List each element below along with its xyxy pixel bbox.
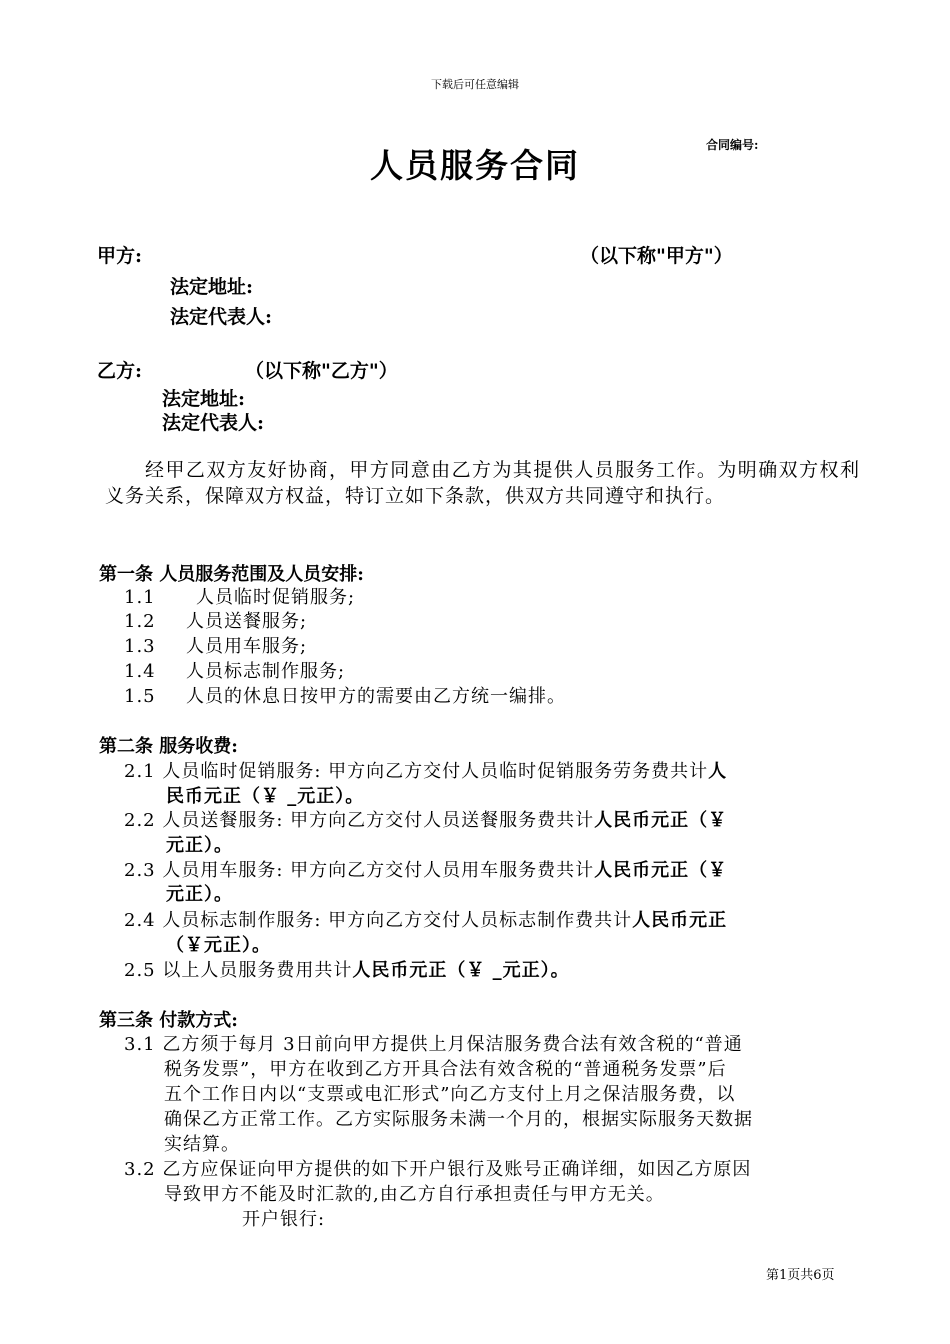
item-amount: 人民币元正（￥ _元正）。	[352, 960, 570, 981]
item-number: 1.4	[124, 661, 156, 682]
item-amount: 人民币元正	[632, 910, 728, 931]
list-item	[124, 856, 727, 882]
item-amount: 人民币元正（￥	[594, 810, 728, 831]
item-text: 乙方须于每月 3日前向甲方提供上月保洁服务费合法有效含税的“普通	[162, 1034, 743, 1055]
list-item	[124, 757, 727, 783]
party-b-alias: （以下称"乙方"）	[245, 360, 398, 382]
party-a-rep-label: 法定代表人:	[170, 306, 273, 328]
list-item	[124, 632, 307, 658]
item-text: 人员临时促销服务;	[196, 587, 356, 608]
list-item	[124, 657, 345, 683]
item-continuation: 五个工作日内以“支票或电汇形式”向乙方支付上月之保洁服务费，以	[164, 1084, 736, 1105]
item-continuation: 税务发票”，甲方在收到乙方开具合法有效含税的“普通税务发票”后	[164, 1059, 727, 1080]
item-number: 2.4	[124, 910, 156, 931]
list-item	[124, 682, 566, 708]
contract-number-label: 合同编号:	[706, 138, 759, 152]
item-text: 人员用车服务: 甲方向乙方交付人员用车服务费共计	[162, 860, 595, 881]
item-amount: 人	[708, 761, 728, 782]
item-text: 以上人员服务费用共计	[162, 960, 353, 981]
item-text: 乙方应保证向甲方提供的如下开户银行及账号正确详细，如因乙方原因	[162, 1159, 752, 1180]
item-continuation: 元正）。	[166, 835, 233, 856]
item-number: 2.3	[124, 860, 156, 881]
item-continuation: （￥元正）。	[166, 935, 271, 956]
item-text: 人员送餐服务: 甲方向乙方交付人员送餐服务费共计	[162, 810, 595, 831]
item-continuation: 实结算。	[164, 1134, 240, 1155]
article3-heading: 第三条 付款方式:	[99, 1010, 238, 1031]
list-item	[124, 583, 355, 609]
item-number: 2.5	[124, 960, 156, 981]
list-item	[124, 1155, 751, 1181]
party-b-label: 乙方:	[97, 360, 143, 382]
item-number: 3.1	[124, 1034, 156, 1055]
intro-paragraph: 经甲乙双方友好协商，甲方同意由乙方为其提供人员服务工作。为明确双方权利义务关系，保障双方权益，特订立如下条款，供双方共同遵守和执行。	[105, 459, 860, 507]
header-note: 下载后可任意编辑	[431, 78, 519, 91]
party-a-label: 甲方:	[97, 245, 143, 267]
party-a-alias: （以下称"甲方"）	[580, 245, 733, 267]
list-item	[124, 956, 570, 982]
list-item	[124, 806, 727, 832]
list-item	[124, 607, 307, 633]
item-continuation: 导致甲方不能及时汇款的,由乙方自行承担责任与甲方无关。	[164, 1184, 665, 1205]
item-number: 2.2	[124, 810, 156, 831]
item-text: 人员送餐服务;	[186, 611, 308, 632]
item-continuation: 元正）。	[166, 884, 233, 905]
item-number: 1.2	[124, 611, 156, 632]
item-number: 3.2	[124, 1159, 156, 1180]
item-number: 1.3	[124, 636, 156, 657]
bank-label: 开户银行:	[242, 1209, 326, 1230]
page-number: 第1页共6页	[766, 1268, 835, 1283]
item-continuation: 确保乙方正常工作。乙方实际服务未满一个月的，根据实际服务天数据	[164, 1109, 753, 1130]
party-b-rep-label: 法定代表人:	[162, 412, 265, 434]
item-continuation: 民币元正（￥ _元正）。	[166, 786, 365, 807]
item-text: 人员临时促销服务: 甲方向乙方交付人员临时促销服务劳务费共计	[155, 761, 709, 782]
item-text: 人员标志制作服务;	[186, 661, 346, 682]
item-number: 1.1	[124, 587, 156, 608]
list-item	[124, 1030, 743, 1056]
item-amount: 人民币元正（￥	[594, 860, 728, 881]
item-number: 2.1	[124, 761, 156, 782]
article1-heading: 第一条 人员服务范围及人员安排:	[99, 564, 364, 585]
item-text: 人员标志制作服务: 甲方向乙方交付人员标志制作费共计	[162, 910, 633, 931]
party-b-address-label: 法定地址:	[162, 388, 246, 410]
list-item	[124, 906, 727, 932]
party-a-address-label: 法定地址:	[170, 276, 254, 298]
item-number: 1.5	[124, 686, 156, 707]
item-text: 人员的休息日按甲方的需要由乙方统一编排。	[186, 686, 566, 707]
article2-heading: 第二条 服务收费:	[99, 736, 238, 757]
document-title: 人员服务合同	[370, 146, 580, 185]
item-text: 人员用车服务;	[186, 636, 308, 657]
